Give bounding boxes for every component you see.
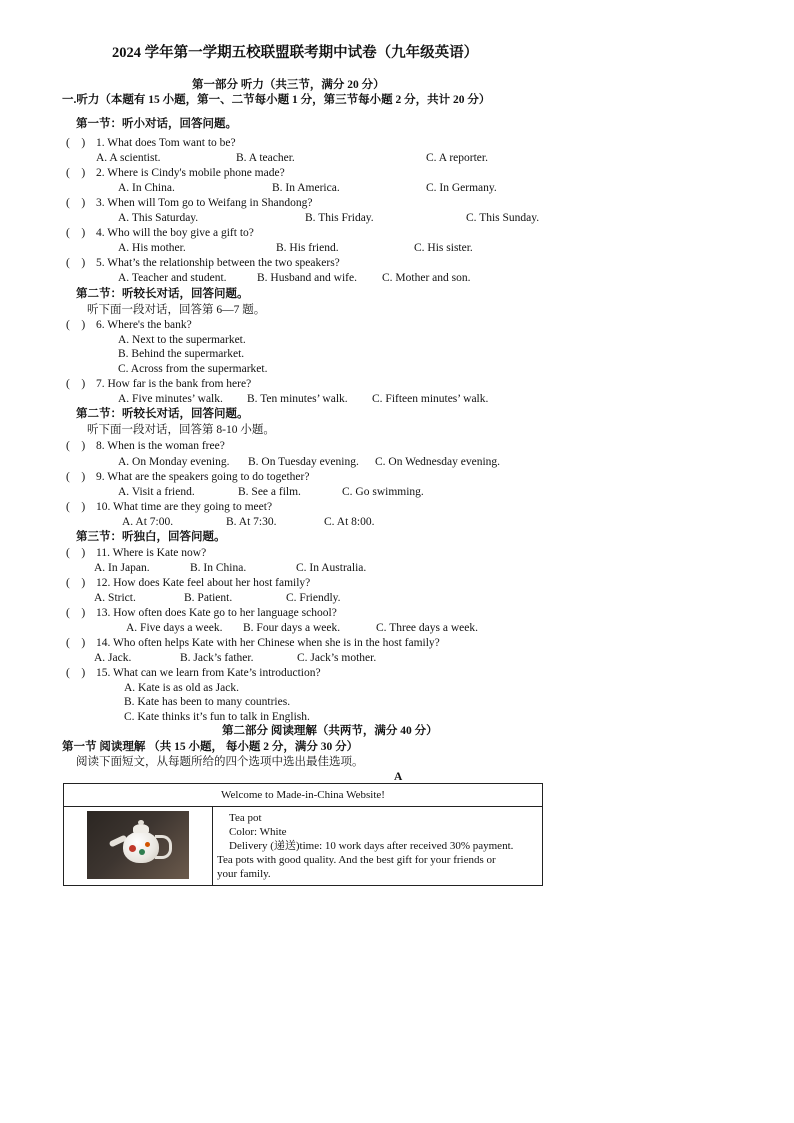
- question-11: ( ) 11. Where is Kate now?: [66, 547, 207, 559]
- answer-blank[interactable]: ( ): [66, 577, 86, 589]
- answer-blank[interactable]: ( ): [66, 607, 86, 619]
- ad-delivery: Delivery (递送)time: 10 work days after received 30% payment.: [229, 840, 514, 852]
- q1-option-a: A. A scientist.: [96, 152, 161, 164]
- ad-table: [63, 783, 543, 886]
- listening-part2-note: 听下面一段对话，回答第 6—7 题。: [87, 304, 266, 316]
- listening-part1-title: 第一节：听小对话，回答问题。: [76, 118, 237, 130]
- q3-option-a: A. This Saturday.: [118, 212, 199, 224]
- listening-part3-title: 第三节：听独白，回答问题。: [76, 531, 226, 543]
- question-5: ( ) 5. What’s the relationship between the two speakers?: [66, 257, 340, 269]
- passage-label: A: [394, 771, 403, 783]
- q10-option-c: C. At 8:00.: [324, 516, 375, 528]
- question-1: ( ) 1. What does Tom want to be?: [66, 137, 236, 149]
- teapot-image: [87, 811, 189, 879]
- q12-option-b: B. Patient.: [184, 592, 233, 604]
- q7-option-b: B. Ten minutes’ walk.: [247, 393, 348, 405]
- q6-option-c: C. Across from the supermarket.: [118, 363, 268, 375]
- q8-option-b: B. On Tuesday evening.: [248, 456, 359, 468]
- q1-option-c: C. A reporter.: [426, 152, 488, 164]
- q10-option-b: B. At 7:30.: [226, 516, 277, 528]
- q11-option-c: C. In Australia.: [296, 562, 367, 574]
- ad-quality-line-2: your family.: [217, 868, 271, 880]
- q6-option-a: A. Next to the supermarket.: [118, 334, 246, 346]
- question-9: ( ) 9. What are the speakers going to do together?: [66, 471, 310, 483]
- q5-option-a: A. Teacher and student.: [118, 272, 227, 284]
- q10-option-a: A. At 7:00.: [122, 516, 174, 528]
- ad-quality-line: Tea pots with good quality. And the best gift for your friends or: [217, 854, 496, 866]
- question-12: ( ) 12. How does Kate feel about her host family?: [66, 577, 311, 589]
- ad-image-cell: [64, 807, 213, 886]
- q6-option-b: B. Behind the supermarket.: [118, 348, 245, 360]
- q7-option-a: A. Five minutes’ walk.: [118, 393, 223, 405]
- listening-part2-title: 第二节：听较长对话，回答问题。: [76, 288, 249, 300]
- q12-option-a: A. Strict.: [94, 592, 136, 604]
- q2-option-c: C. In Germany.: [426, 182, 497, 194]
- exam-title: 2024 学年第一学期五校联盟联考期中试卷（九年级英语）: [112, 45, 479, 61]
- answer-blank[interactable]: ( ): [66, 471, 86, 483]
- question-10: ( ) 10. What time are they going to meet?: [66, 501, 273, 513]
- q13-option-c: C. Three days a week.: [376, 622, 478, 634]
- q15-option-c: C. Kate thinks it’s fun to talk in English.: [124, 711, 310, 723]
- answer-blank[interactable]: ( ): [66, 547, 86, 559]
- q9-option-c: C. Go swimming.: [342, 486, 424, 498]
- q12-option-c: C. Friendly.: [286, 592, 341, 604]
- q11-option-b: B. In China.: [190, 562, 247, 574]
- listening-section-title: 一.听力（本题有 15 小题，第一、二节每小题 1 分，第三节每小题 2 分，共计 20 分）: [62, 94, 491, 106]
- answer-blank[interactable]: ( ): [66, 257, 86, 269]
- question-8: ( ) 8. When is the woman free?: [66, 440, 225, 452]
- reading-instruction: 阅读下面短文，从每题所给的四个选项中选出最佳选项。: [76, 756, 364, 768]
- answer-blank[interactable]: ( ): [66, 667, 86, 679]
- q13-option-b: B. Four days a week.: [243, 622, 341, 634]
- answer-blank[interactable]: ( ): [66, 440, 86, 452]
- question-4: ( ) 4. Who will the boy give a gift to?: [66, 227, 254, 239]
- q14-option-a: A. Jack.: [94, 652, 132, 664]
- answer-blank[interactable]: ( ): [66, 137, 86, 149]
- listening-part2b-note: 听下面一段对话，回答第 8-10 小题。: [87, 424, 275, 436]
- answer-blank[interactable]: ( ): [66, 501, 86, 513]
- q8-option-a: A. On Monday evening.: [118, 456, 230, 468]
- question-6: ( ) 6. Where's the bank?: [66, 319, 192, 331]
- answer-blank[interactable]: ( ): [66, 167, 86, 179]
- reading-section-title: 第一节 阅读理解 （共 15 小题， 每小题 2 分，满分 30 分）: [62, 741, 359, 753]
- q9-option-b: B. See a film.: [238, 486, 301, 498]
- question-3: ( ) 3. When will Tom go to Weifang in Shandong?: [66, 197, 313, 209]
- answer-blank[interactable]: ( ): [66, 197, 86, 209]
- q15-option-a: A. Kate is as old as Jack.: [124, 682, 239, 694]
- question-7: ( ) 7. How far is the bank from here?: [66, 378, 252, 390]
- q1-option-b: B. A teacher.: [236, 152, 295, 164]
- q3-option-c: C. This Sunday.: [466, 212, 540, 224]
- listening-part2b-title: 第二节：听较长对话，回答问题。: [76, 408, 249, 420]
- q8-option-c: C. On Wednesday evening.: [375, 456, 501, 468]
- q14-option-c: C. Jack’s mother.: [297, 652, 377, 664]
- question-2: ( ) 2. Where is Cindy's mobile phone made?: [66, 167, 285, 179]
- ad-header: Welcome to Made-in-China Website!: [64, 784, 543, 807]
- part1-heading: 第一部分 听力（共三节，满分 20 分）: [192, 79, 385, 91]
- ad-product-name: Tea pot: [229, 812, 262, 824]
- q4-option-c: C. His sister.: [414, 242, 473, 254]
- answer-blank[interactable]: ( ): [66, 637, 86, 649]
- ad-color: Color: White: [229, 826, 287, 838]
- q5-option-c: C. Mother and son.: [382, 272, 471, 284]
- q9-option-a: A. Visit a friend.: [118, 486, 195, 498]
- q2-option-a: A. In China.: [118, 182, 175, 194]
- q4-option-a: A. His mother.: [118, 242, 186, 254]
- question-15: ( ) 15. What can we learn from Kate’s introduction?: [66, 667, 321, 679]
- question-14: ( ) 14. Who often helps Kate with her Chinese when she is in the host family?: [66, 637, 440, 649]
- answer-blank[interactable]: ( ): [66, 319, 86, 331]
- question-13: ( ) 13. How often does Kate go to her language school?: [66, 607, 337, 619]
- q2-option-b: B. In America.: [272, 182, 340, 194]
- q15-option-b: B. Kate has been to many countries.: [124, 696, 291, 708]
- part2-heading: 第二部分 阅读理解（共两节，满分 40 分）: [222, 725, 438, 737]
- ad-description: [213, 807, 543, 886]
- q5-option-b: B. Husband and wife.: [257, 272, 357, 284]
- q3-option-b: B. This Friday.: [305, 212, 374, 224]
- q4-option-b: B. His friend.: [276, 242, 339, 254]
- q7-option-c: C. Fifteen minutes’ walk.: [372, 393, 489, 405]
- q11-option-a: A. In Japan.: [94, 562, 150, 574]
- answer-blank[interactable]: ( ): [66, 378, 86, 390]
- answer-blank[interactable]: ( ): [66, 227, 86, 239]
- q13-option-a: A. Five days a week.: [126, 622, 223, 634]
- q14-option-b: B. Jack’s father.: [180, 652, 254, 664]
